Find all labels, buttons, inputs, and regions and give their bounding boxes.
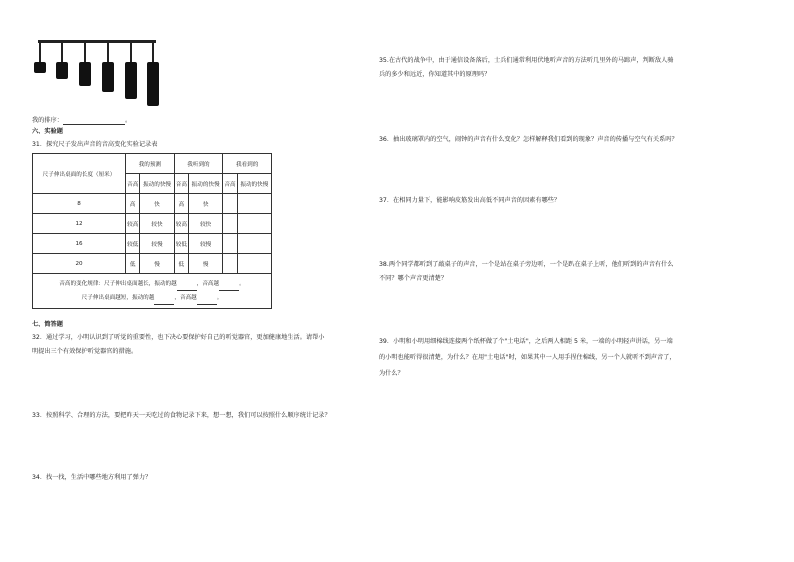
predict-pitch-cell: 较低	[126, 234, 140, 254]
question-39-line2: 的小明也能听得很清楚，为什么？在用"土电话"时，如果其中一人用手捏住棉线，另一个人就听不到声音了，	[379, 354, 676, 361]
summary-text: ，音高越	[196, 281, 220, 287]
question-34: 34．找一找，生活中哪些地方利用了弹力？	[32, 474, 152, 481]
question-38-line1: 38.两个同学都听到了敲桌子的声音，一个是站在桌子旁边听，一个是趴在桌子上听，他们听到的声音有什么	[379, 261, 674, 268]
bottle-5	[125, 62, 137, 99]
experiment-table	[32, 153, 272, 309]
bottle-string	[39, 42, 41, 62]
length-cell: 16	[33, 234, 126, 254]
empty-cell	[223, 234, 237, 254]
bottle-2	[56, 62, 68, 79]
summary-blank[interactable]	[177, 284, 197, 291]
question-37: 37．在相同力量下，能影响皮筋发出高低不同声音的因素有哪些？	[379, 197, 561, 204]
summary-text: 尺子伸出桌面越短，振动的越	[81, 295, 155, 301]
summary-text: 。	[239, 281, 245, 287]
summary-line-1	[33, 277, 271, 291]
summary-line-2	[33, 291, 271, 305]
empty-cell	[223, 254, 237, 274]
predict-pitch-cell: 较高	[126, 214, 140, 234]
question-31: 31．探究尺子发出声音的音高变化实验记录表	[32, 141, 158, 148]
order-label: 我的排序：	[32, 117, 63, 124]
predict-speed-cell: 较快	[140, 214, 174, 234]
table-sub-pitch: 音高	[126, 174, 140, 194]
heard-pitch-cell: 较高	[174, 214, 188, 234]
question-39-line1: 39．小明和小明用细棉线连接两个纸杯做了个"土电话"，之后两人相距 5 米，一端的小明轻声讲话，另一端	[379, 338, 673, 345]
order-answer-line: 我的排序： 。	[32, 117, 132, 124]
seen-speed-cell: 较慢	[189, 234, 223, 254]
empty-cell	[237, 194, 271, 214]
empty-cell	[223, 214, 237, 234]
predict-pitch-cell: 高	[126, 194, 140, 214]
seen-speed-cell: 快	[189, 194, 223, 214]
empty-cell	[223, 194, 237, 214]
bottle-string	[61, 42, 63, 62]
predict-speed-cell: 快	[140, 194, 174, 214]
question-36: 36．抽出玻璃罩内的空气，闹钟的声音有什么变化？怎样解释我们看到的现象？声音的传播与空气有关系吗？	[379, 136, 678, 143]
summary-text: ，音高越	[174, 295, 197, 301]
empty-cell	[237, 214, 271, 234]
table-row	[33, 234, 272, 254]
section-7-heading: 七、简答题	[32, 321, 63, 328]
summary-blank[interactable]	[197, 298, 217, 305]
question-35-line1: 35.在古代的战争中，由于通信设备落后，士兵们通常利用伏地听声音的方法听几里外的马蹄声，判断敌人骑	[379, 57, 674, 64]
table-group-heard: 我听到的	[174, 154, 223, 174]
bottle-6	[147, 62, 159, 106]
heard-pitch-cell: 较低	[174, 234, 188, 254]
section-6-heading: 六、实验题	[32, 128, 63, 135]
question-32-line2: 明提出三个有效保护听觉器官的措施。	[32, 348, 138, 355]
bottle-4	[102, 62, 114, 92]
bottle-3	[79, 62, 91, 86]
bottle-1	[34, 62, 46, 73]
table-row	[33, 254, 272, 274]
summary-text: 。	[216, 295, 223, 301]
length-cell: 12	[33, 214, 126, 234]
table-group-seen: 我看到的	[223, 154, 272, 174]
table-row-header: 尺子伸出桌面的长度（厘米）	[33, 154, 126, 194]
predict-speed-cell: 慢	[140, 254, 174, 274]
seen-speed-cell: 较快	[189, 214, 223, 234]
predict-speed-cell: 较慢	[140, 234, 174, 254]
bottle-string	[130, 42, 132, 62]
order-blank[interactable]	[63, 117, 125, 125]
question-32-line1: 32．通过学习，小明认识到了听觉的重要性，也下决心要保护好自己的听觉器官，更加健康地生活。请帮小	[32, 334, 325, 341]
heard-pitch-cell: 低	[174, 254, 188, 274]
table-row	[33, 214, 272, 234]
table-sub-speed: 振动的快慢	[237, 174, 271, 194]
table-sub-pitch: 音高	[223, 174, 237, 194]
table-sub-speed: 振动的快慢	[189, 174, 223, 194]
summary-cell	[33, 274, 272, 309]
predict-pitch-cell: 低	[126, 254, 140, 274]
table-sub-speed: 振动的快慢	[140, 174, 174, 194]
bottle-string	[107, 42, 109, 62]
heard-pitch-cell: 高	[174, 194, 188, 214]
question-38-line2: 不同？哪个声音更清楚？	[379, 275, 448, 282]
empty-cell	[237, 234, 271, 254]
question-39-line3: 为什么？	[379, 370, 404, 377]
summary-blank[interactable]	[154, 298, 174, 305]
table-group-predict: 我的预测	[126, 154, 175, 174]
empty-cell	[237, 254, 271, 274]
question-35-line2: 兵的多少和远近，你知道其中的原理吗？	[379, 71, 491, 78]
bottle-rail	[38, 40, 156, 43]
summary-text: 音高的变化规律：尺子伸出桌面越长，振动的越	[59, 281, 177, 287]
bottle-string	[152, 42, 154, 62]
table-row	[33, 194, 272, 214]
table-sub-pitch: 音高	[174, 174, 188, 194]
bottle-string	[84, 42, 86, 62]
question-33: 33．按照科学、合理的方法，要把昨天一天吃过的食物记录下来，想一想，我们可以按照什么顺序统计记录？	[32, 412, 331, 419]
seen-speed-cell: 慢	[189, 254, 223, 274]
length-cell: 8	[33, 194, 126, 214]
summary-blank[interactable]	[219, 284, 239, 291]
length-cell: 20	[33, 254, 126, 274]
